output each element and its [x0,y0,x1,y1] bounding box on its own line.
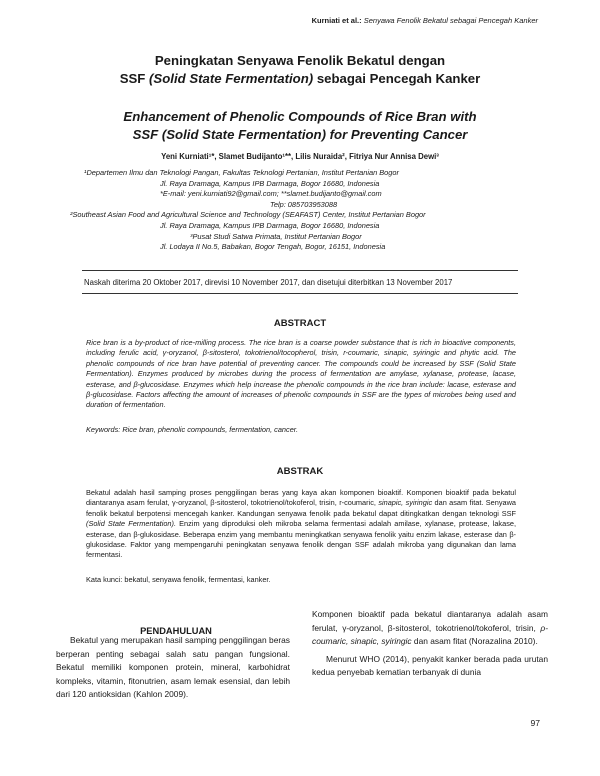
affiliation-line: ³Pusat Studi Satwa Primata, Institut Pertanian Bogor [190,231,362,241]
title-indonesian [60,52,540,88]
title-english-line2: SSF (Solid State Fermentation) for Preventing Cancer [132,127,468,142]
intro-paragraph: Bekatul yang merupakan hasil samping penggilingan beras berperan penting sebagai salah satu pangan fungsional. Bekatul memiliki komponen protein, mineral, karbohidrat kompleks, vitamin, fitonutrien, asam lemak esensial, dan lebih dari 120 antioksidan (Kahlon 2009). [56,635,290,700]
title-english [60,108,540,144]
author-list: Yeni Kurniati¹*, Slamet Budijanto¹**, Lilis Nuraida², Fitriya Nur Annisa Dewi³ [161,152,439,161]
affiliation-line: ²Southeast Asian Food and Agricultural Science and Technology (SEAFAST) Center, Institut Pertanian Bogor [70,210,426,220]
who-paragraph: Menurut WHO (2014), penyakit kanker berada pada urutan kedua penyebab kematian terbanyak di dunia [312,653,548,678]
affiliations [70,168,540,253]
running-header-authors: Kurniati et al.: [311,16,362,25]
page-number: 97 [530,718,540,728]
title-english-line1: Enhancement of Phenolic Compounds of Rice Bran with [123,109,477,124]
affiliation-line: Jl. Raya Dramaga, Kampus IPB Darmaga, Bogor 16680, Indonesia [160,220,380,230]
bioactive-paragraph: Komponen bioaktif pada bekatul diantaranya adalah asam ferulat, γ-oryzanol, β-sitosterol, tokotrienol/tokoferol, trisin, ρ-coumaric, sinapic, syiringic dan asam fitat (Norazalina 2010). [312,609,548,647]
abstrak-body: Bekatul adalah hasil samping proses penggilingan beras yang kaya akan komponen bioaktif. Komponen bioaktif pada bekatul diantaranya asam ferulat, γ-oryzanol, β-sitosterol, tokotrienol/tokoferol, trisin, r-coumaric, sinapic, syiringic dan asam fitat. Senyawa fenolik bekatul berpotensi mencegah kanker. Kandungan senyawa fenolik pada bekatul dapat ditingkatkan dengan teknologi SSF (Solid State Fermentation). Enzim yang diproduksi oleh mikroba selama fermentasi adalah amilase, xylanase, protease, lakase, esterase, dan β-glukosidase. Beberapa enzim yang membantu meningkatkan senyawa fenolik yaitu enzim lakase, esterase dan β-glukosidase. Faktor yang mempengaruhi peningkatan senyawa fenolik dengan SSF adalah mikroba yang digunakan dan lama fermentasi. [86,488,516,560]
running-header [312,16,538,25]
right-column [312,608,548,680]
divider-bottom [82,293,518,294]
abstrak-keywords: Kata kunci: bekatul, senyawa fenolik, fermentasi, kanker. [86,575,271,584]
affiliation-line: Jl. Lodaya II No.5, Babakan, Bogor Tengah, Bogor, 16151, Indonesia [160,242,386,252]
affiliation-line: Jl. Raya Dramaga, Kampus IPB Darmaga, Bogor 16680, Indonesia [160,178,380,188]
abstrak-heading: ABSTRAK [276,466,324,477]
abstract-heading: ABSTRACT [273,318,327,329]
affiliation-line: ¹Departemen Ilmu dan Teknologi Pangan, Fakultas Teknologi Pertanian, Institut Pertanian Bogor [84,168,399,177]
affiliation-phone: Telp: 085703953088 [270,199,338,209]
running-header-title: Senyawa Fenolik Bekatul sebagai Pencegah Kanker [363,16,538,25]
section-heading-pendahuluan: PENDAHULUAN [140,626,212,636]
left-column [56,634,290,702]
divider-top [82,270,518,271]
received-dates: Naskah diterima 20 Oktober 2017, direvisi 10 November 2017, dan disetujui diterbitkan 13 November 2017 [84,278,453,287]
title-indonesian-line1: Peningkatan Senyawa Fenolik Bekatul dengan [154,53,446,68]
abstract-keywords: Keywords: Rice bran, phenolic compounds, fermentation, cancer. [86,425,298,434]
abstract-body: Rice bran is a by-product of rice-milling process. The rice bran is a coarse powder substance that is rich in bioactive components, including ferulic acid, γ-oryzanol, β-sitosterol, tokotrienol/tocopherol, trisin, r-coumaric, sinapic, syiringic and phytic acid. The phenolic compounds of rice bran have potential of preventing cancer. The compounds could be increased by SSF (Solid State Fermentation). Enzymes produced by microbes during the process of fermentation are amylase, xylanase, protease, lacase, esterase, and β-glucosidase. Enzymes which help increase the phenolic compounds in the rice bran include: lacase, esterase and β-glucosidase. Factors affecting the amount of increases of phenolic compounds in SSF are the types of microbes being used and duration of fermentation. [86,338,516,410]
title-indonesian-line2: SSF (Solid State Fermentation) sebagai Pencegah Kanker [119,71,481,86]
affiliation-email: *E-mail: yeni.kurniati92@gmail.com; **slamet.budijanto@gmail.com [160,189,382,199]
